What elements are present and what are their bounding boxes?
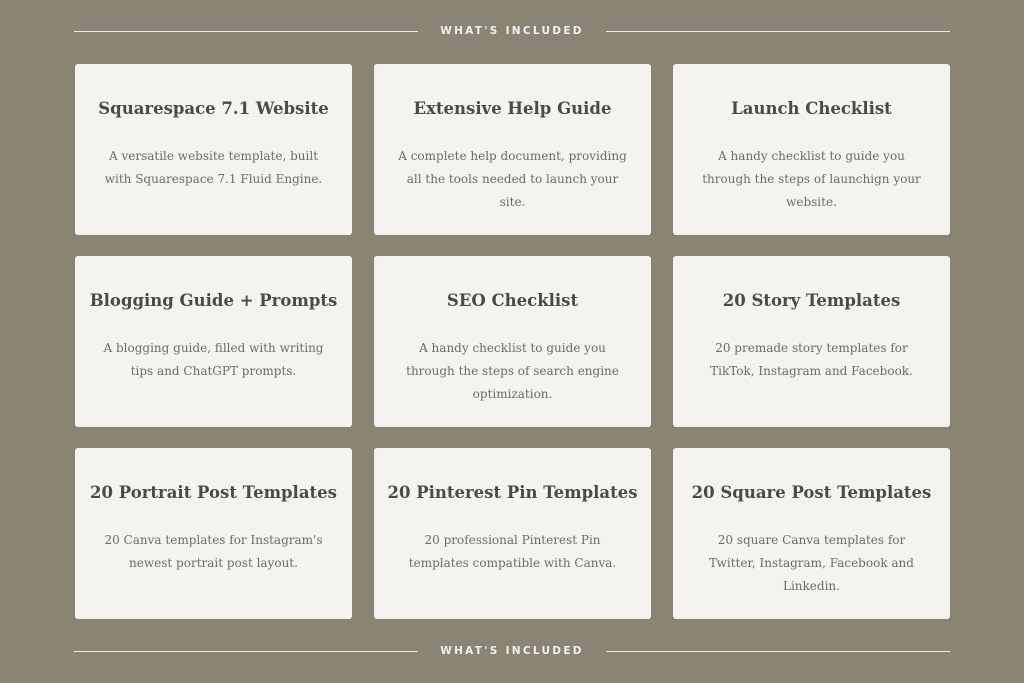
card-title: Extensive Help Guide <box>413 99 612 118</box>
divider-line-left <box>74 651 418 652</box>
card-description: A handy checklist to guide you through the steps of search engine optimization. <box>406 341 619 401</box>
card-description: A complete help document, providing all the tools needed to launch your site. <box>398 149 627 209</box>
card-title: 20 Story Templates <box>722 291 901 310</box>
card-title: 20 Portrait Post Templates <box>90 483 337 502</box>
feature-card-portrait-templates <box>75 448 352 619</box>
section-heading: WHAT'S INCLUDED <box>440 645 584 657</box>
card-description: 20 square Canva templates for Twitter, Instagram, Facebook and Linkedin. <box>709 533 914 593</box>
feature-card-help-guide <box>374 64 651 235</box>
card-title: Squarespace 7.1 Website <box>98 99 329 118</box>
feature-card-pinterest-templates <box>374 448 651 619</box>
divider-line-left <box>74 31 418 32</box>
feature-card-website <box>75 64 352 235</box>
card-description: 20 premade story templates for TikTok, Instagram and Facebook. <box>710 341 913 378</box>
card-title: 20 Pinterest Pin Templates <box>387 483 638 502</box>
feature-card-blogging-guide <box>75 256 352 427</box>
card-description: 20 professional Pinterest Pin templates compatible with Canva. <box>408 533 617 570</box>
card-description: A versatile website template, built with Squarespace 7.1 Fluid Engine. <box>104 149 323 186</box>
section-heading: WHAT'S INCLUDED <box>440 25 584 37</box>
card-description: 20 Canva templates for Instagram's newest portrait post layout. <box>104 533 323 570</box>
header-divider <box>74 23 950 39</box>
features-grid <box>75 64 950 619</box>
feature-card-story-templates <box>673 256 950 427</box>
footer-divider <box>74 643 950 659</box>
divider-line-right <box>606 651 950 652</box>
card-title: 20 Square Post Templates <box>691 483 932 502</box>
card-description: A blogging guide, filled with writing tips and ChatGPT prompts. <box>103 341 324 378</box>
card-description: A handy checklist to guide you through the steps of launchign your website. <box>702 149 921 209</box>
feature-card-seo-checklist <box>374 256 651 427</box>
divider-line-right <box>606 31 950 32</box>
feature-card-square-templates <box>673 448 950 619</box>
card-title: Launch Checklist <box>731 99 892 118</box>
feature-card-launch-checklist <box>673 64 950 235</box>
card-title: Blogging Guide + Prompts <box>89 291 338 310</box>
card-title: SEO Checklist <box>446 291 579 310</box>
